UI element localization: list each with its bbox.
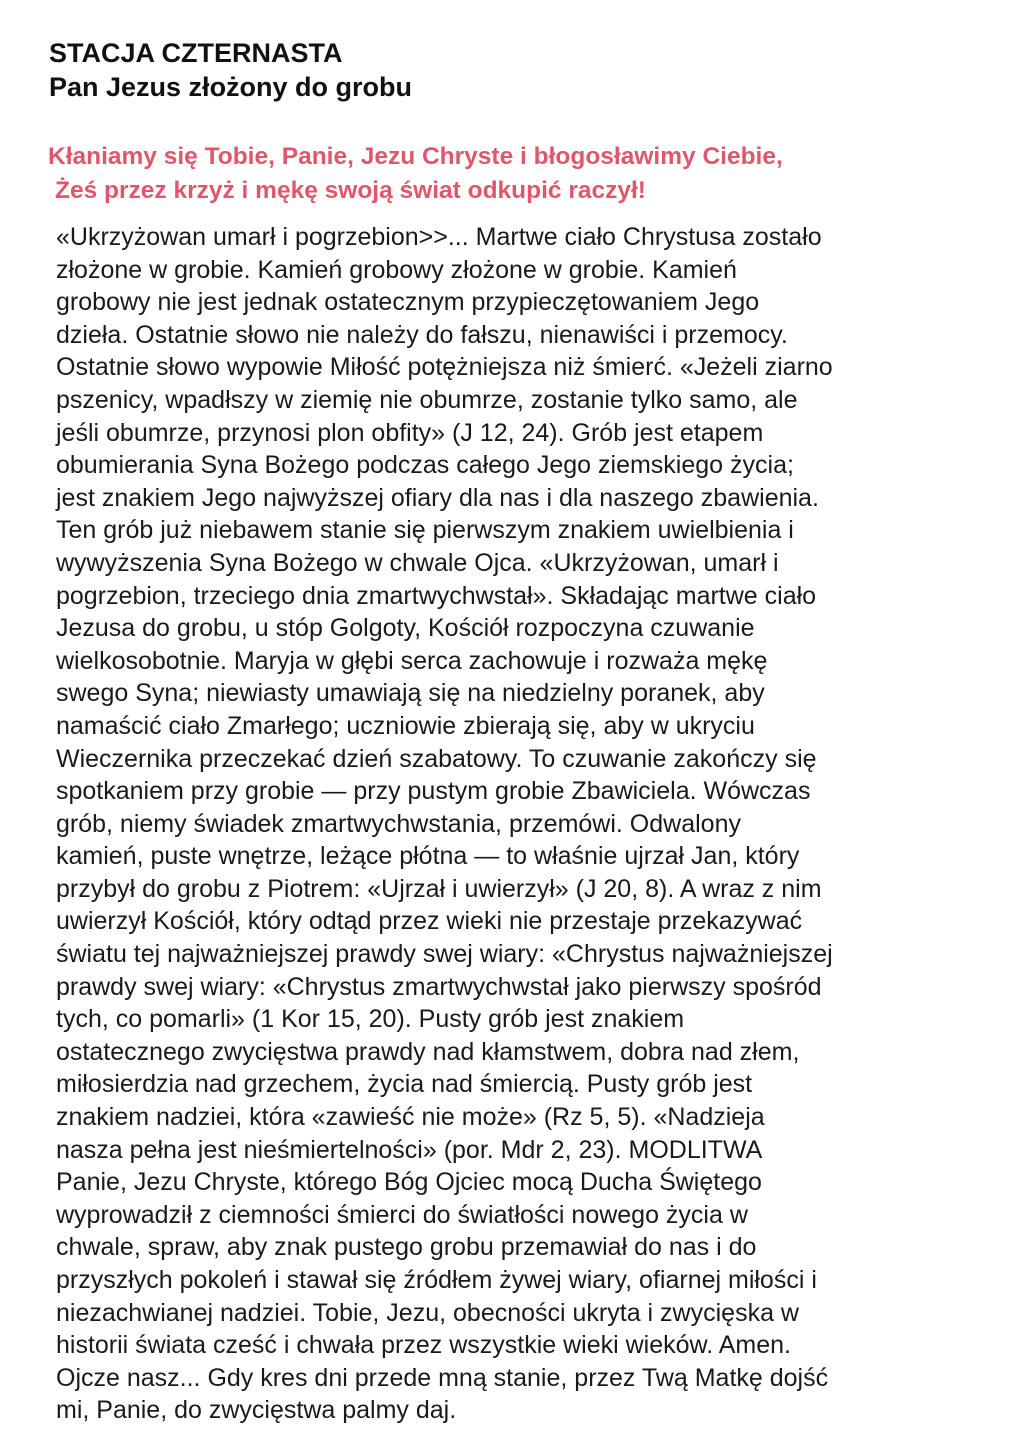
- text-line: ostatecznego zwycięstwa prawdy nad kłamstwem, dobra nad złem,: [56, 1037, 800, 1066]
- text-line: światu tej najważniejszej prawdy swej wiary: «Chrystus najważniejszej: [56, 940, 833, 969]
- text-line: pogrzebion, trzeciego dnia zmartwychwstał». Składając martwe ciało: [56, 581, 817, 610]
- text-line: dzieła. Ostatnie słowo nie należy do fałszu, nienawiści i przemocy.: [56, 320, 788, 349]
- text-line: jeśli obumrze, przynosi plon obfity» (J 12, 24). Grób jest etapem: [56, 418, 764, 447]
- acclamation: [48, 140, 1008, 208]
- station-title: Pan Jezus złożony do grobu: [49, 72, 413, 102]
- text-line: chwale, spraw, aby znak pustego grobu przemawiał do nas i do: [56, 1233, 757, 1262]
- text-line: uwierzył Kościół, który odtąd przez wieki nie przestaje przekazywać: [56, 907, 803, 936]
- text-line: Ostatnie słowo wypowie Miłość potężniejsza niż śmierć. «Jeżeli ziarno: [56, 353, 833, 382]
- station-heading: [49, 36, 949, 104]
- text-line: niezachwianej nadziei. Tobie, Jezu, obecności ukryta i zwycięska w: [56, 1298, 799, 1327]
- acclamation-line: Żeś przez krzyż i mękę swoją świat odkupić raczył!: [55, 177, 646, 204]
- text-line: prawdy swej wiary: «Chrystus zmartwychwstał jako pierwszy spośród: [56, 972, 822, 1001]
- text-line: Wieczernika przeczekać dzień szabatowy. To czuwanie zakończy się: [56, 744, 817, 773]
- text-line: kamień, puste wnętrze, leżące płótna — to właśnie ujrzał Jan, który: [56, 842, 800, 871]
- text-line: przybył do grobu z Piotrem: «Ujrzał i uwierzył» (J 20, 8). A wraz z nim: [56, 874, 822, 903]
- meditation-text: [56, 221, 996, 1427]
- text-line: historii świata cześć i chwała przez wszystkie wieki wieków. Amen.: [56, 1331, 791, 1360]
- text-line: wielkosobotnie. Maryja w głębi serca zachowuje i rozważa mękę: [56, 646, 768, 675]
- text-line: nasza pełna jest nieśmiertelności» (por. Mdr 2, 23). MODLITWA: [56, 1135, 763, 1164]
- text-line: złożone w grobie. Kamień grobowy złożone w grobie. Kamień: [56, 255, 737, 284]
- text-line: znakiem nadziei, która «zawieść nie może» (Rz 5, 5). «Nadzieja: [56, 1103, 765, 1132]
- text-line: Jezusa do grobu, u stóp Golgoty, Kościół rozpoczyna czuwanie: [56, 614, 755, 643]
- text-line: Panie, Jezu Chryste, którego Bóg Ojciec mocą Ducha Świętego: [56, 1168, 762, 1197]
- text-line: obumierania Syna Bożego podczas całego Jego ziemskiego życia;: [56, 451, 794, 480]
- text-line: swego Syna; niewiasty umawiają się na niedzielny poranek, aby: [56, 679, 765, 708]
- text-line: wywyższenia Syna Bożego w chwale Ojca. «Ukrzyżowan, umarł i: [56, 548, 779, 577]
- text-line: mi, Panie, do zwycięstwa palmy daj.: [56, 1396, 457, 1425]
- text-line: tych, co pomarli» (1 Kor 15, 20). Pusty grób jest znakiem: [56, 1005, 685, 1034]
- station-number: STACJA CZTERNASTA: [49, 38, 343, 68]
- text-line: pszenicy, wpadłszy w ziemię nie obumrze, zostanie tylko samo, ale: [56, 385, 798, 414]
- text-line: jest znakiem Jego najwyższej ofiary dla nas i dla naszego zbawienia.: [56, 483, 819, 512]
- text-line: miłosierdzia nad grzechem, życia nad śmiercią. Pusty grób jest: [56, 1070, 753, 1099]
- text-line: spotkaniem przy grobie — przy pustym grobie Zbawiciela. Wówczas: [56, 777, 811, 806]
- text-line: «Ukrzyżowan umarł i pogrzebion>>... Martwe ciało Chrystusa zostało: [56, 223, 822, 251]
- text-line: Ten grób już niebawem stanie się pierwszym znakiem uwielbienia i: [56, 516, 794, 545]
- text-line: grobowy nie jest jednak ostatecznym przypieczętowaniem Jego: [56, 288, 760, 317]
- text-line: grób, niemy świadek zmartwychwstania, przemówi. Odwalony: [56, 809, 741, 838]
- acclamation-line: Kłaniamy się Tobie, Panie, Jezu Chryste i błogosławimy Ciebie,: [48, 143, 783, 170]
- text-line: namaścić ciało Zmarłego; uczniowie zbierają się, aby w ukryciu: [56, 711, 755, 740]
- text-line: Ojcze nasz... Gdy kres dni przede mną stanie, przez Twą Matkę dojść: [56, 1363, 829, 1392]
- text-line: przyszłych pokoleń i stawał się źródłem żywej wiary, ofiarnej miłości i: [56, 1266, 817, 1294]
- text-line: wyprowadził z ciemności śmierci do światłości nowego życia w: [56, 1200, 748, 1229]
